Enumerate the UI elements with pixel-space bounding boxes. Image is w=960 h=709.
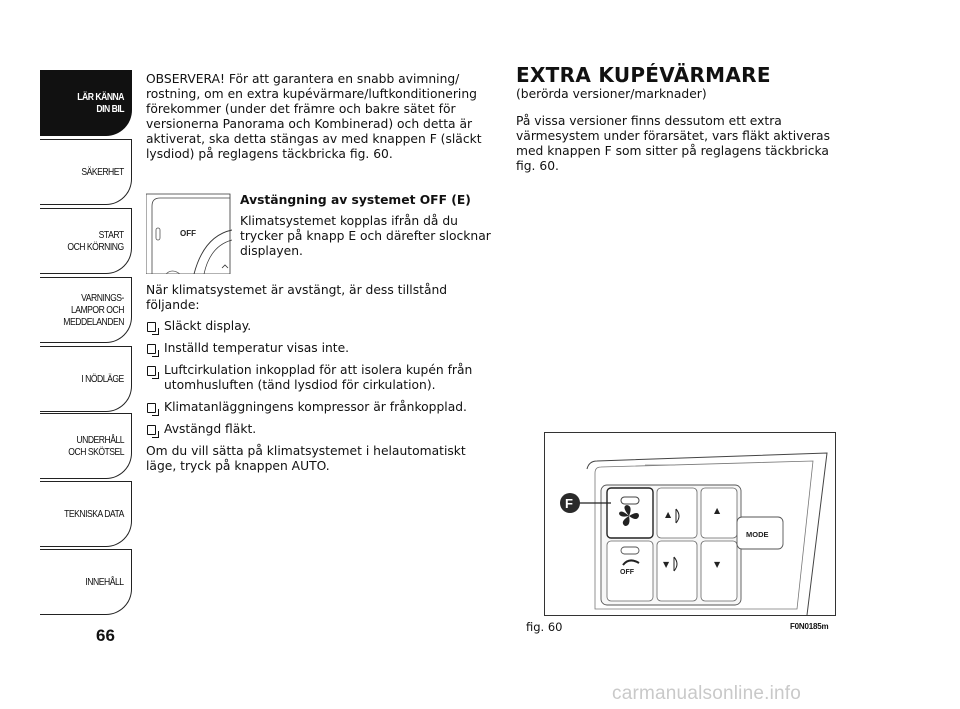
list-item: Luftcirkulation inkopplad för att isolera kupén från utomhusluften (tänd lysdiod för cirkulation). xyxy=(146,363,494,393)
off-section-heading: Avstängning av systemet OFF (E) xyxy=(240,193,471,207)
tab-underhall-och-skotsel[interactable]: UNDERHÅLL OCH SKÖTSEL xyxy=(40,413,132,479)
tab-sakerhet[interactable]: SÄKERHET xyxy=(40,139,132,205)
off-state-list xyxy=(146,319,494,437)
list-item: Klimatanläggningens kompressor är frånkopplad. xyxy=(146,400,494,415)
control-panel-figure xyxy=(544,432,836,616)
section-subtitle: (berörda versioner/marknader) xyxy=(516,87,707,101)
observera-note xyxy=(146,72,494,162)
tab-lar-kanna-din-bil[interactable]: LÄR KÄNNA DIN BIL xyxy=(40,70,132,136)
temp-down-button xyxy=(657,541,697,601)
list-item: Släckt display. xyxy=(146,319,494,334)
fan-down-button xyxy=(701,541,737,601)
extra-heater-section xyxy=(516,63,846,174)
tab-i-nodlage[interactable]: I NÖDLÄGE xyxy=(40,346,132,412)
checkbox-bullet-icon xyxy=(147,403,156,413)
figure-caption: fig. 60 xyxy=(526,620,563,634)
auto-mode-text: Om du vill sätta på klimatsystemet i helautomatiskt läge, tryck på knappen AUTO. xyxy=(146,444,466,473)
off-figure-label: OFF xyxy=(180,229,196,238)
svg-text:▲: ▲ xyxy=(665,510,672,519)
tab-start-och-korning[interactable]: START OCH KÖRNING xyxy=(40,208,132,274)
fan-up-button xyxy=(701,488,737,538)
off-button-label: OFF xyxy=(620,569,634,576)
tab-innehall[interactable]: INNEHÅLL xyxy=(40,549,132,615)
checkbox-bullet-icon xyxy=(147,425,156,435)
list-item: Inställd temperatur visas inte. xyxy=(146,341,494,356)
mode-label: MODE xyxy=(746,530,769,539)
svg-text:▼: ▼ xyxy=(663,560,670,569)
checkbox-bullet-icon xyxy=(147,366,156,376)
section-title: EXTRA KUPÉVÄRMARE xyxy=(516,63,771,87)
svg-text:▲: ▲ xyxy=(714,506,721,515)
page-number: 66 xyxy=(96,626,115,645)
tab-varningslampor[interactable]: VARNINGS- LAMPOR OCH MEDDELANDEN xyxy=(40,277,132,343)
mode-button xyxy=(737,517,783,549)
fan-button-f xyxy=(607,488,653,538)
off-section-text: Klimatsystemet kopplas ifrån då du trycker på knapp E och därefter slocknar displayen. xyxy=(240,214,491,258)
section-body: På vissa versioner finns dessutom ett extra värmesystem under förarsätet, vars fläkt aktiveras med knappen F som sitter på reglagens täckbricka fig. 60. xyxy=(516,114,831,173)
checkbox-bullet-icon xyxy=(147,322,156,332)
off-state-intro: När klimatsystemet är avstängt, är dess tillstånd följande: xyxy=(146,283,448,312)
list-item: Avstängd fläkt. xyxy=(146,422,494,437)
observera-text: OBSERVERA! För att garantera en snabb avimning/ rostning, om en extra kupévärmare/luftkonditionering förekommer (under det främre och bakre sätet för versionerna Panorama och Kombinerad) och detta är aktiverat, ska detta stängas av med knappen F (släckt lysdiod) på reglagens täckbricka fig. 60. xyxy=(146,72,482,161)
temp-up-button xyxy=(657,488,697,538)
callout-f-label: F xyxy=(565,496,573,511)
off-button xyxy=(607,541,653,601)
figure-code: F0N0185m xyxy=(790,622,829,631)
watermark: carmanualsonline.info xyxy=(612,683,802,704)
svg-text:▼: ▼ xyxy=(714,560,721,569)
tab-tekniska-data[interactable]: TEKNISKA DATA xyxy=(40,481,132,547)
checkbox-bullet-icon xyxy=(147,344,156,354)
off-state-section xyxy=(146,283,494,480)
off-button-figure xyxy=(146,192,232,274)
